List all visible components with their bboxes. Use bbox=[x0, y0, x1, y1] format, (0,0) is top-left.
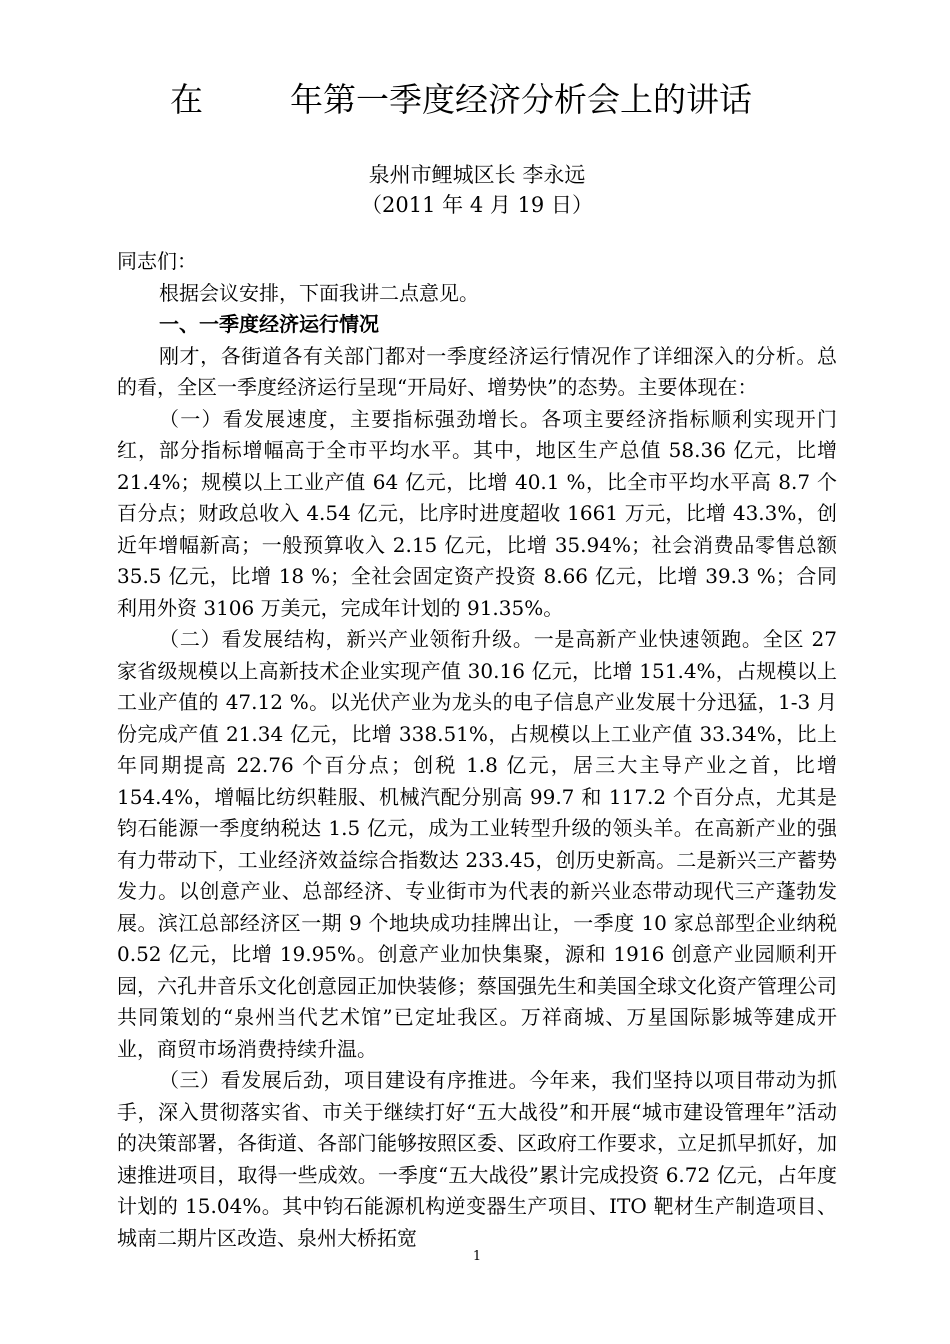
author-line: 泉州市鲤城区长 李永远 bbox=[368, 163, 586, 187]
body-paragraph: 刚才，各街道各有关部门都对一季度经济运行情况作了详细深入的分析。总的看，全区一季度经济运行呈现“开局好、增势快”的态势。主要体现在： bbox=[117, 343, 837, 399]
body-paragraph: （二）看发展结构，新兴产业领衔升级。一是高新产业快速领跑。全区 27 家省级规模以上高新技术企业实现产值 30.16 亿元，比增 151.4%，占规模以上工业产值的 47.12 %。以光伏产业为龙头的电子信息产业发展十分迅猛，1-3 月份完成产值 21.34 亿元，比增 338.51%，占规模以上工业产值 33.34%，比上年同期提高 22.76 个百分点；创税 1.8 亿元，居三大主导产业之首，比增 154.4%，增幅比纺织鞋服、机械汽配分别高 99.7 和 117.2 个百分点，尤其是钧石能源一季度纳税达 1.5 亿元，成为工业转型升级的领头羊。在高新产业的强有力带动下，工业经济效益综合指数达 233.45，创历史新高。二是新兴三产蓄势发力。以创意产业、总部经济、专业街市为代表的新兴业态带动现代三产蓬勃发展。滨江总部经济区一期 9 个地块成功挂牌出让，一季度 10 家总部型企业纳税 0.52 亿元，比增 19.95%。创意产业加快集聚，源和 1916 创意产业园顺利开园，六孔井音乐文化创意园正加快装修；蔡国强先生和美国全球文化资产管理公司共同策划的“泉州当代艺术馆”已定址我区。万祥商城、万星国际影城等建成开业，商贸市场消费持续升温。 bbox=[117, 627, 837, 1061]
body-paragraph: （一）看发展速度，主要指标强劲增长。各项主要经济指标顺利实现开门红，部分指标增幅高于全市平均水平。其中，地区生产总值 58.36 亿元，比增 21.4%；规模以上工业产值 64 亿元，比增 40.1 %，比全市平均水平高 8.7 个百分点；财政总收入 4.54 亿元，比序时进度超收 1661 万元，比增 43.3%，创近年增幅新高；一般预算收入 2.15 亿元，比增 35.94%；社会消费品零售总额 35.5 亿元，比增 18 %；全社会固定资产投资 8.66 亿元，比增 39.3 %；合同利用外资 3106 万美元，完成年计划的 91.35%。 bbox=[117, 406, 837, 620]
date-line: （2011 年 4 月 19 日） bbox=[361, 193, 593, 217]
title-part-2: 年第一季度经济分析会上的讲话 bbox=[290, 80, 752, 119]
byline bbox=[117, 160, 837, 220]
intro-paragraph: 根据会议安排，下面我讲二点意见。 bbox=[159, 280, 479, 305]
page-number: 1 bbox=[472, 1249, 482, 1264]
document-body bbox=[117, 246, 837, 1254]
title-part-1: 在 bbox=[170, 80, 203, 119]
section-heading: 一、一季度经济运行情况 bbox=[159, 312, 379, 336]
body-paragraph: （三）看发展后劲，项目建设有序推进。今年来，我们坚持以项目带动为抓手，深入贯彻落实省、市关于继续打好“五大战役”和开展“城市建设管理年”活动的决策部署，各街道、各部门能够按照区委、区政府工作要求，立足抓早抓好，加速推进项目，取得一些成效。一季度“五大战役”累计完成投资 6.72 亿元，占年度计划的 15.04%。其中钧石能源机构逆变器生产项目、ITO 靶材生产制造项目、城南二期片区改造、泉州大桥拓宽 bbox=[117, 1068, 837, 1250]
salutation: 同志们： bbox=[117, 249, 197, 273]
